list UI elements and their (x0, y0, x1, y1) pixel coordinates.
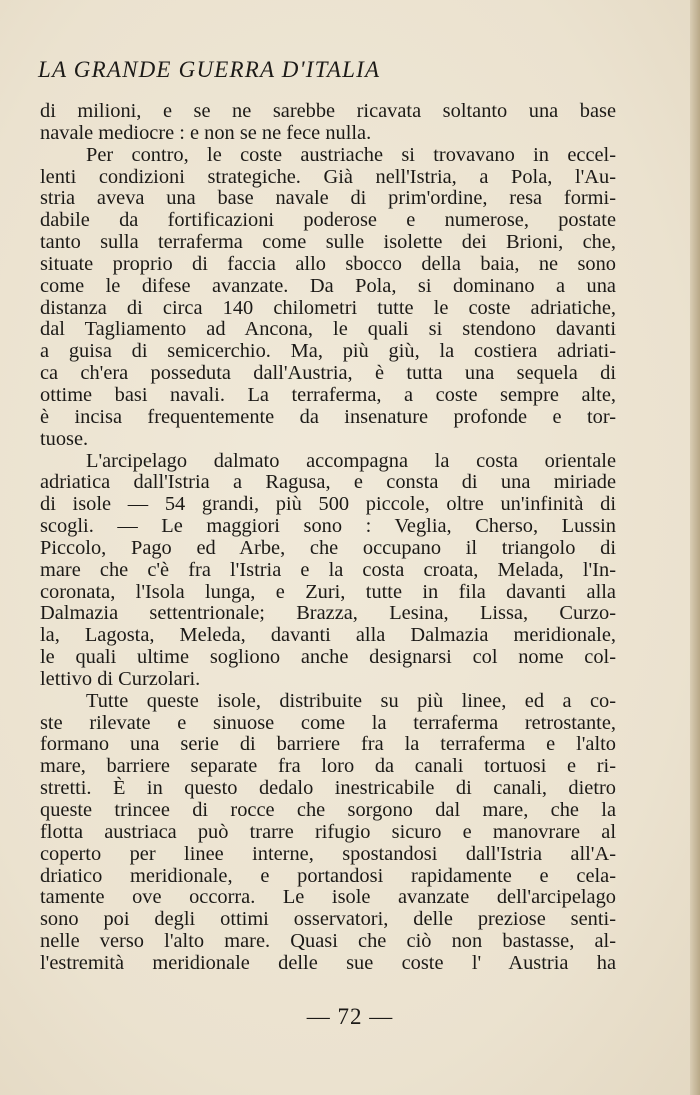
text-line: tanto sulla terraferma come sulle isolette dei Brioni, che, (40, 231, 616, 254)
text-line: coronata, l'Isola lunga, e Zuri, tutte in fila davanti alla (40, 580, 616, 603)
text-line: ste rilevate e sinuose come la terraferma retrostante, (40, 711, 616, 734)
text-line: mare, barriere separate fra loro da canali tortuosi e ri- (40, 755, 616, 778)
text-line: stretti. È in questo dedalo inestricabile di canali, dietro (40, 777, 616, 800)
text-line: sono poi degli ottimi osservatori, delle preziose senti- (40, 908, 616, 931)
text-line: lenti condizioni strategiche. Già nell'Istria, a Pola, l'Au- (40, 165, 616, 188)
text-line: lettivo di Curzolari. (40, 667, 201, 690)
text-line: di isole — 54 grandi, più 500 piccole, oltre un'infinità di (40, 493, 616, 516)
text-line: tamente ove occorra. Le isole avanzate dell'arcipelago (40, 886, 616, 909)
text-line: driatico meridionale, e portandosi rapidamente e cela- (40, 864, 616, 887)
page-edge-shadow (690, 0, 700, 1095)
text-line: queste trincee di rocce che sorgono dal mare, che la (40, 799, 616, 821)
body-text (40, 101, 616, 975)
text-line: ca ch'era posseduta dall'Austria, è tutta una sequela di (40, 362, 616, 385)
text-line: adriatica dall'Istria a Ragusa, e consta di una miriade (40, 471, 616, 494)
text-line: stria aveva una base navale di prim'ordine, resa formi- (40, 187, 616, 210)
text-line: dal Tagliamento ad Ancona, le quali si stendono davanti (40, 318, 616, 341)
text-line: dabile da fortificazioni poderose e numerose, postate (40, 209, 616, 232)
text-line: ottime basi navali. La terraferma, a coste sempre alte, (40, 383, 616, 406)
text-line: Tutte queste isole, distribuite su più linee, ed a co- (86, 689, 616, 712)
text-line: coperto per linee interne, spostandosi dall'Istria all'A- (40, 842, 616, 865)
text-line: l'estremità meridionale delle sue coste l' Austria ha (40, 951, 616, 974)
text-line: L'arcipelago dalmato accompagna la costa orientale (86, 449, 616, 472)
text-line: navale mediocre : e non se ne fece nulla. (40, 121, 372, 144)
text-line: nelle verso l'alto mare. Quasi che ciò non bastasse, al- (40, 930, 616, 953)
text-line: mare che c'è fra l'Istria e la costa croata, Melada, l'In- (40, 558, 616, 581)
running-head: LA GRANDE GUERRA D'ITALIA (38, 57, 381, 82)
text-line: tuose. (40, 427, 89, 450)
page-number: — 72 — (306, 1004, 394, 1029)
text-line: le quali ultime sogliono anche designarsi col nome col- (40, 646, 616, 669)
text-line: come le difese avanzate. Da Pola, si dominano a una (40, 274, 616, 297)
text-line: è incisa frequentemente da insenature profonde e tor- (40, 405, 616, 428)
text-line: flotta austriaca può trarre rifugio sicuro e manovrare al (40, 820, 616, 843)
text-line: Dalmazia settentrionale; Brazza, Lesina, Lissa, Curzo- (40, 602, 616, 625)
text-line: Per contro, le coste austriache si trovavano in eccel- (86, 143, 616, 166)
text-line: di milioni, e se ne sarebbe ricavata soltanto una base (40, 100, 616, 122)
text-line: distanza di circa 140 chilometri tutte le coste adriatiche, (40, 296, 616, 319)
text-line: la, Lagosta, Meleda, davanti alla Dalmazia meridionale, (40, 624, 616, 647)
text-line: Piccolo, Pago ed Arbe, che occupano il triangolo di (40, 536, 616, 559)
text-line: situate proprio di faccia allo sbocco della baia, ne sono (40, 252, 616, 275)
text-line: scogli. — Le maggiori sono : Veglia, Cherso, Lussin (40, 515, 616, 538)
text-line: a guisa di semicerchio. Ma, più giù, la costiera adriati- (40, 340, 616, 363)
text-line: formano una serie di barriere fra la terraferma e l'alto (40, 733, 616, 756)
